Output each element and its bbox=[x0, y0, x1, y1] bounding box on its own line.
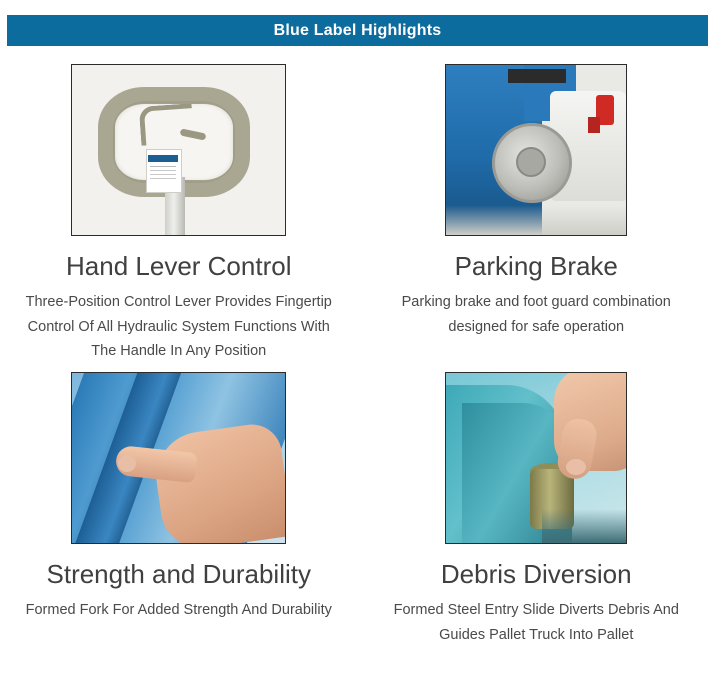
features-grid bbox=[0, 64, 715, 648]
feature-card-debris-diversion bbox=[358, 372, 715, 647]
spec-plate-text-lines bbox=[150, 166, 176, 167]
feature-description: Three-Position Control Lever Provides Fingertip Control Of All Hydraulic System Functions With The Handle In Any Position bbox=[14, 290, 344, 365]
feature-card-parking-brake bbox=[358, 64, 715, 364]
frame-label-strip bbox=[508, 69, 566, 83]
debris-diversion-photo bbox=[445, 372, 627, 544]
hand-lever-control-photo bbox=[71, 64, 286, 236]
control-lever-shape bbox=[139, 103, 195, 146]
parking-brake-photo bbox=[445, 64, 627, 236]
feature-title: Hand Lever Control bbox=[66, 252, 291, 281]
spec-plate-band bbox=[148, 155, 178, 162]
feature-description: Parking brake and foot guard combination designed for safe operation bbox=[371, 290, 701, 340]
photo-floor-shadow bbox=[446, 205, 627, 235]
banner-title: Blue Label Highlights bbox=[274, 22, 442, 40]
feature-description: Formed Fork For Added Strength And Durability bbox=[26, 598, 332, 623]
photo-floor-shadow bbox=[542, 509, 627, 543]
feature-title: Strength and Durability bbox=[47, 560, 311, 589]
feature-title: Parking Brake bbox=[455, 252, 618, 281]
feature-card-strength-and-durability bbox=[0, 372, 358, 647]
feature-title: Debris Diversion bbox=[441, 560, 632, 589]
feature-description: Formed Steel Entry Slide Diverts Debris And Guides Pallet Truck Into Pallet bbox=[371, 598, 701, 648]
strength-and-durability-photo bbox=[71, 372, 286, 544]
red-brake-lever-lower bbox=[588, 117, 600, 133]
highlights-page bbox=[0, 15, 715, 698]
feature-card-hand-lever-control bbox=[0, 64, 358, 364]
page-banner bbox=[7, 15, 708, 46]
